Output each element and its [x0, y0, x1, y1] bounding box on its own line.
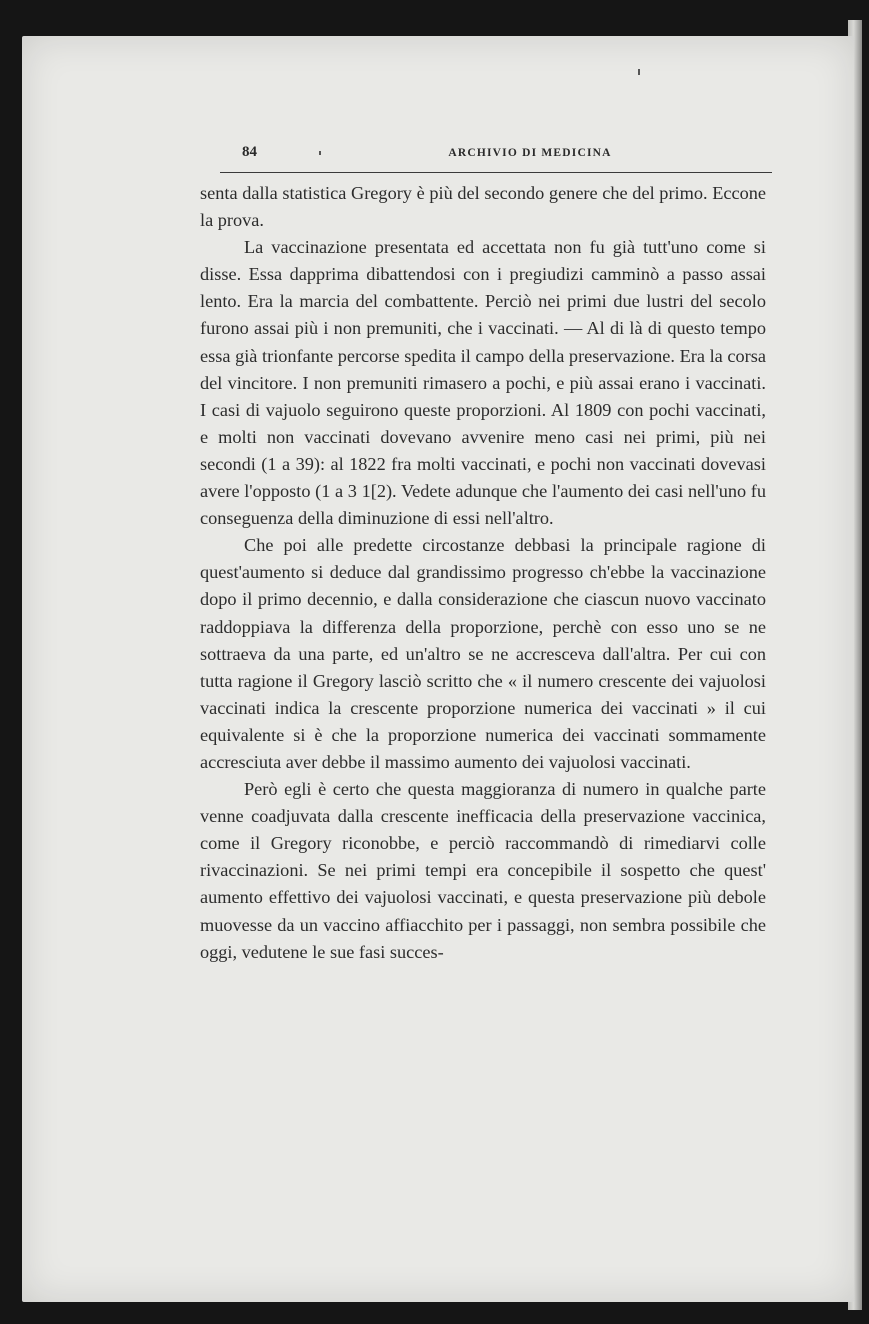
paragraph: Che poi alle predette circostanze debbasi la principale ragione di quest'aumento si deduce dal grandissimo progresso ch'ebbe la vaccinazione dopo il primo decennio, e dalla considerazione che ciascun nuovo vaccinato raddoppiava la differenza della proporzione, perchè con esso uno se ne sottraeva da una parte, ed un'altro se ne accresceva dall'altra. Per cui con tutta ragione il Gregory lasciò scritto che « il numero crescente dei vajuolosi vaccinati indica la crescente proporzione numerica dei vaccinati » il cui equivalente si è che la proporzione numerica dei vaccinati sommamente accresciuta aver debbe il massimo aumento dei vajuolosi vaccinati. — [200, 535, 766, 772]
page-header — [212, 132, 768, 172]
paragraph: senta dalla statistica Gregory è più del secondo genere che del primo. Eccone la prova. — [200, 183, 766, 231]
header-rule — [220, 172, 772, 173]
paragraph: Però egli è certo che questa maggioranza di numero in qualche parte venne coadjuvata dalla crescente inefficacia della preservazione vaccinica, come il Gregory riconobbe, e perciò raccommandò di rimediarvi colle rivaccinazioni. Se nei primi tempi era concepibile il sospetto che quest' aumento effettivo dei vajuolosi vaccinati, e questa preservazione più debole muovesse da un vaccino affiacchito per i passaggi, non sembra possibile che oggi, vedutene le sue fasi succes- — [200, 779, 766, 962]
speck — [319, 151, 321, 155]
paragraph: La vaccinazione presentata ed accettata non fu già tutt'uno come si disse. Essa dapprima dibattendosi con i pregiudizi camminò a passo assai lento. Era la marcia del combattente. Perciò nei primi due lustri del secolo furono assai più i non premuniti, che i vaccinati. — Al di là di questo tempo essa già trionfante percorse spedita il campo della preservazione. Era la corsa del vincitore. I non premuniti rimasero a pochi, e più assai erano i vaccinati. I casi di vajuolo seguirono queste proporzioni. Al 1809 con pochi vaccinati, e molti non vaccinati dovevano avvenire meno casi nei primi, più nei secondi (1 a 39): al 1822 fra molti vaccinati, e pochi non vaccinati dovevasi avere l'opposto (1 a 3 1[2). Vedete adunque che l'aumento dei casi nell'uno fu conseguenza della diminuzione di essi nell'altro. — [200, 237, 766, 529]
page-number: 84 — [242, 144, 257, 160]
running-title: ARCHIVIO DI MEDICINA — [448, 147, 612, 159]
body-text — [200, 180, 766, 966]
speck — [638, 69, 640, 75]
